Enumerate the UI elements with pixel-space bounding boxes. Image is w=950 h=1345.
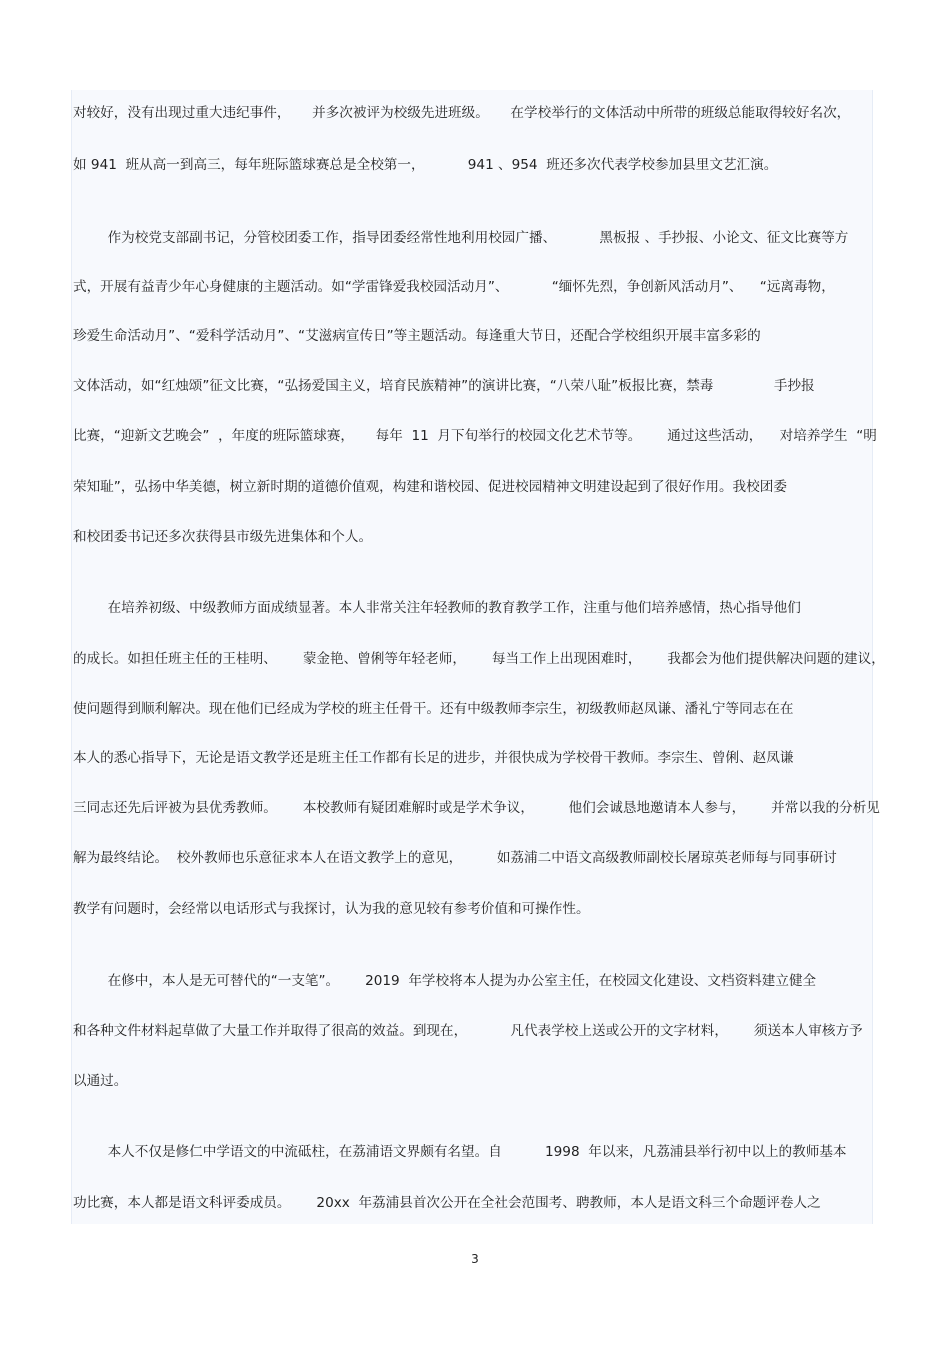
text-line: 的成长。如担任班主任的王桂明、 蒙金艳、曾俐等年轻老师， 每当工作上出现困难时， 我都会为他们提供解决问题的建议， xyxy=(73,651,885,667)
text-line: 本人不仅是修仁中学语文的中流砥柱，在荔浦语文界颇有名望。自 1998 年以来，凡荔浦县举行初中以上的教师基本 xyxy=(73,1144,847,1160)
text-line: 式，开展有益青少年心身健康的主题活动。如“学雷锋爱我校园活动月”、 “缅怀先烈，争创新风活动月”、 “远离毒物， xyxy=(73,279,835,295)
text-line: 和校团委书记还多次获得县市级先进集体和个人。 xyxy=(73,529,373,545)
text-line: 如 941 班从高一到高三，每年班际篮球赛总是全校第一， 941 、954 班还多次代表学校参加县里文艺汇演。 xyxy=(73,157,778,173)
text-line: 比赛，“迎新文艺晚会” ，年度的班际篮球赛， 每年 11 月下旬举行的校园文化艺术节等。 通过这些活动， 对培养学生 “明 xyxy=(73,428,877,444)
text-line: 使问题得到顺利解决。现在他们已经成为学校的班主任骨干。还有中级教师李宗生，初级教师赵凤谦、潘礼宁等同志在在 xyxy=(73,701,794,717)
text-line: 功比赛，本人都是语文科评委成员。 20xx 年荔浦县首次公开在全社会范围考、聘教师，本人是语文科三个命题评卷人之 xyxy=(73,1195,821,1211)
text-line: 以通过。 xyxy=(73,1073,128,1089)
text-line: 和各种文件材料起草做了大量工作并取得了很高的效益。到现在， 凡代表学校上送或公开的文字材料， 须送本人审核方予 xyxy=(73,1023,863,1039)
text-line: 文体活动，如“红烛颂”征文比赛，“弘扬爱国主义，培育民族精神”的演讲比赛，“八荣八耻”板报比赛，禁毒 手抄报 xyxy=(73,378,815,394)
text-line: 珍爱生命活动月”、“爱科学活动月”、“艾滋病宣传日”等主题活动。每逢重大节日，还配合学校组织开展丰富多彩的 xyxy=(73,328,761,344)
text-line: 解为最终结论。 校外教师也乐意征求本人在语文教学上的意见， 如荔浦二中语文高级教师副校长屠琼英老师每与同事研讨 xyxy=(73,850,837,866)
text-line: 对较好，没有出现过重大违纪事件， 并多次被评为校级先进班级。 在学校举行的文体活动中所带的班级总能取得较好名次， xyxy=(73,105,851,121)
text-line: 在培养初级、中级教师方面成绩显著。本人非常关注年轻教师的教育教学工作，注重与他们培养感情，热心指导他们 xyxy=(73,600,801,616)
text-line: 在修中，本人是无可替代的“一支笔”。 2019 年学校将本人提为办公室主任，在校园文化建设、文档资料建立健全 xyxy=(73,973,817,989)
text-line: 本人的悉心指导下，无论是语文教学还是班主任工作都有长足的进步，并很快成为学校骨干教师。李宗生、曾俐、赵凤谦 xyxy=(73,750,794,766)
page-number: 3 xyxy=(471,1252,479,1266)
text-line: 三同志还先后评被为县优秀教师。 本校教师有疑团难解时或是学术争议， 他们会诚恳地邀请本人参与， 并常以我的分析见 xyxy=(73,800,880,816)
text-line: 荣知耻”，弘扬中华美德，树立新时期的道德价值观，构建和谐校园、促进校园精神文明建设起到了很好作用。我校团委 xyxy=(73,479,787,495)
text-line: 教学有问题时，会经常以电话形式与我探讨，认为我的意见较有参考价值和可操作性。 xyxy=(73,901,590,917)
text-line: 作为校党支部副书记，分管校团委工作，指导团委经常性地利用校园广播、 黑板报 、手抄报、小论文、征文比赛等方 xyxy=(73,230,849,246)
